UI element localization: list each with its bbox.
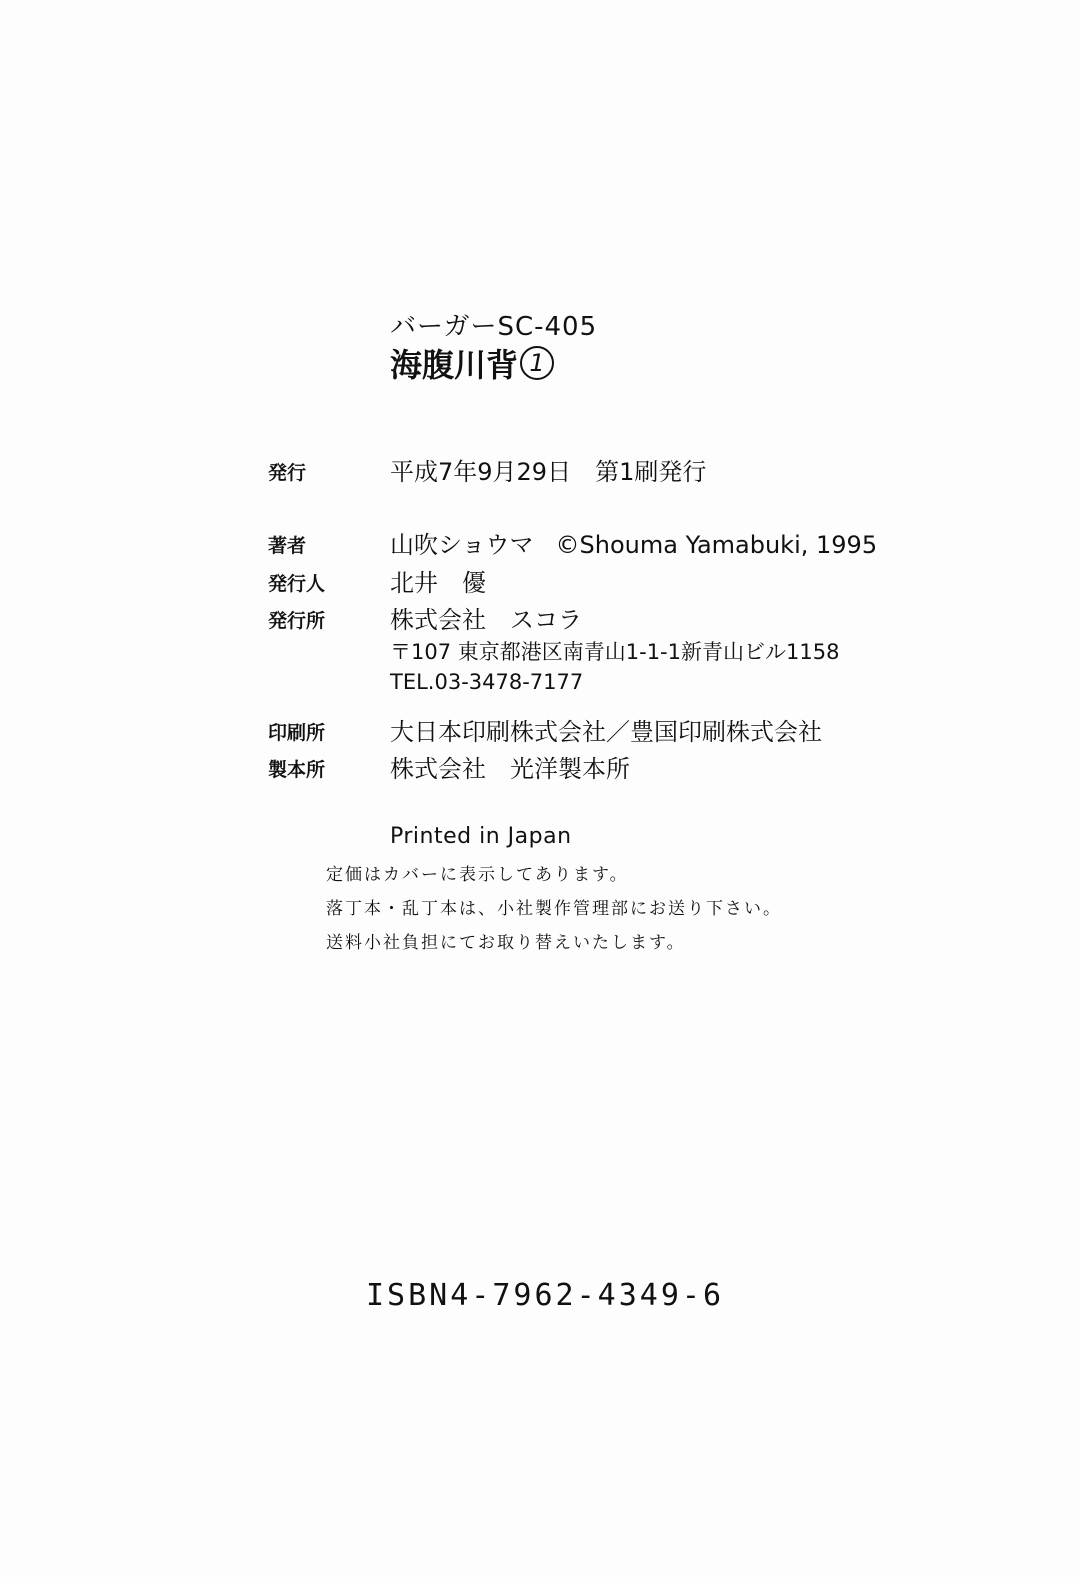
binder-value: 株式会社 光洋製本所 — [390, 755, 630, 783]
isbn: ISBN4-7962-4349-6 — [366, 1278, 725, 1313]
binder-label: 製本所 — [268, 759, 326, 781]
publisher-person-row — [0, 563, 1080, 597]
printer-label: 印刷所 — [268, 722, 326, 744]
publisher-label: 発行所 — [268, 610, 326, 632]
publisher-person-value: 北井 優 — [390, 569, 486, 597]
author-label: 著者 — [268, 535, 307, 557]
notice-shipping: 送料小社負担にてお取り替えいたします。 — [326, 933, 686, 953]
notice-defects: 落丁本・乱丁本は、小社製作管理部にお送り下さい。 — [326, 899, 782, 919]
publisher-value: 株式会社 スコラ — [390, 606, 582, 634]
issue-label: 発行 — [268, 462, 307, 484]
binder-row — [0, 749, 1080, 783]
notice-price: 定価はカバーに表示してあります。 — [326, 865, 629, 885]
printer-value: 大日本印刷株式会社／豊国印刷株式会社 — [390, 718, 822, 746]
publisher-person-label: 発行人 — [268, 573, 326, 595]
publisher-row — [0, 600, 1080, 634]
author-name: 山吹ショウマ — [390, 531, 534, 559]
publisher-tel-row — [0, 670, 1080, 704]
issue-value: 平成7年9月29日 第1刷発行 — [390, 458, 707, 486]
issue-row — [0, 452, 1080, 486]
book-title-text: 海腹川背 — [390, 346, 519, 384]
printed-in-japan: Printed in Japan — [390, 824, 572, 849]
publisher-tel: TEL.03-3478-7177 — [390, 670, 584, 694]
printer-row — [0, 712, 1080, 746]
volume-number: 1 — [520, 346, 554, 380]
copyright: ©Shouma Yamabuki, 1995 — [555, 531, 878, 559]
publisher-address: 〒107 東京都港区南青山1-1-1新青山ビル1158 — [390, 640, 840, 664]
book-title — [390, 340, 554, 386]
author-row — [0, 525, 1080, 559]
publisher-address-row — [0, 636, 1080, 670]
series-label: バーガーSC-405 — [390, 312, 598, 342]
author-value — [390, 525, 877, 560]
